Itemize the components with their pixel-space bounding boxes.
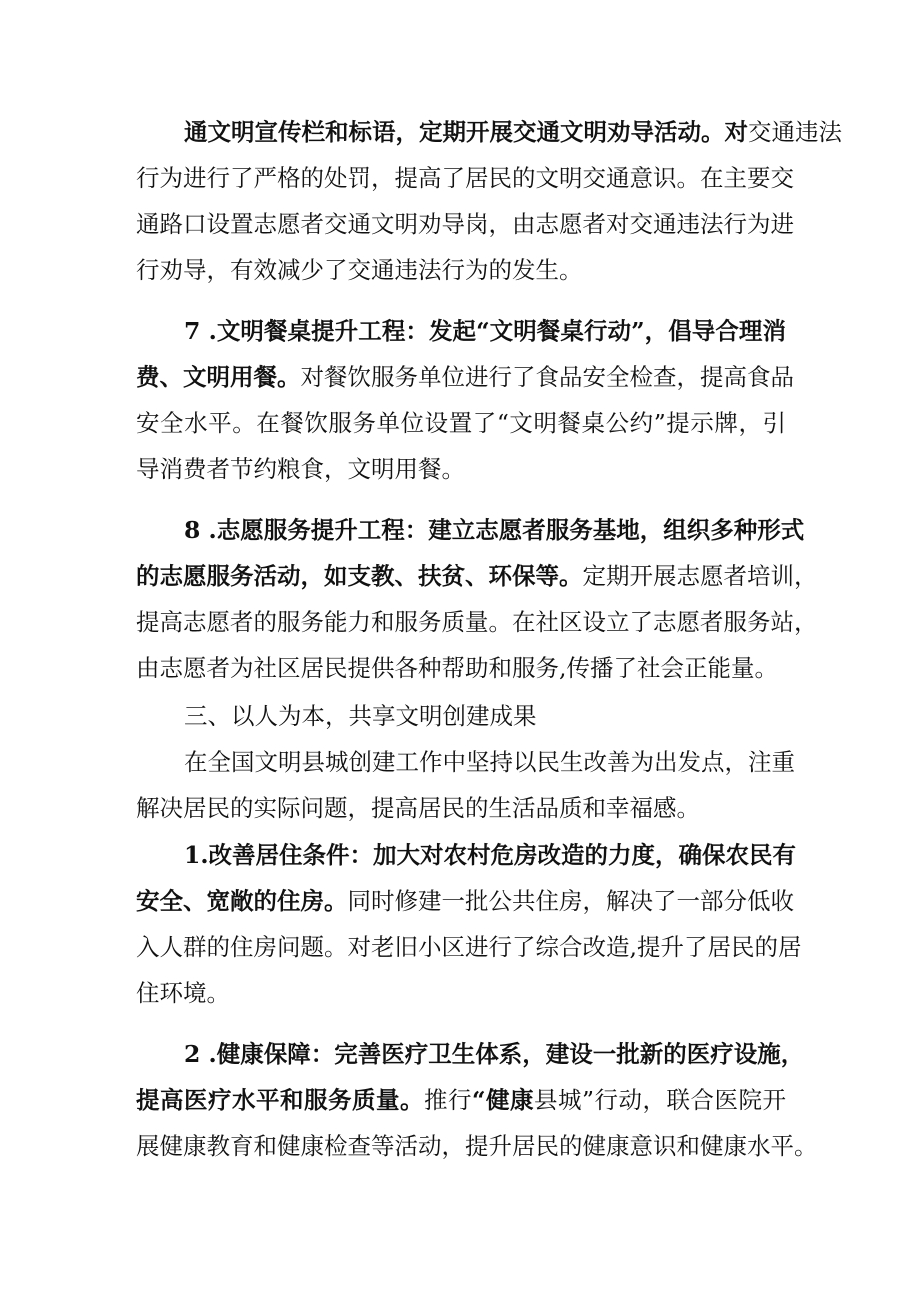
bold-text-segment: 安全、宽敞的住房。	[136, 887, 348, 915]
text-segment: 定期开展志愿者培训，	[582, 562, 818, 590]
text-segment: 对餐饮服务单位进行了食品安全检查，提高食品	[300, 363, 794, 391]
text-segment: 同时修建一批公共住房，解决了一部分低收	[347, 887, 794, 915]
text-line	[136, 449, 786, 489]
text-segment: 安全水平。在餐饮服务单位设置了“文明餐桌公约”提示牌，引	[136, 409, 786, 437]
text-segment: 在全国文明县城创建工作中坚持以民生改善为出发点，注重	[184, 748, 795, 776]
bold-text-segment: 7 .文明餐桌提升工程：发起“文明餐桌行动”，倡导合理消	[184, 317, 786, 345]
bold-text-segment: “健康	[471, 1086, 534, 1114]
text-line	[136, 1080, 786, 1120]
bold-text-segment: 通文明宣传栏和标语，定期开展交通文明劝导活动。对	[184, 118, 748, 146]
text-segment: 提高志愿者的服务能力和服务质量。在社区设立了志愿者服务站，	[136, 608, 818, 636]
text-line	[136, 1126, 818, 1166]
text-line	[184, 696, 786, 736]
text-line	[136, 250, 786, 290]
text-segment: 行为进行了严格的处罚，提高了居民的文明交通意识。在主要交	[136, 164, 794, 192]
bold-text-segment: 1.改善居住条件：加大对农村危房改造的力度，确保农民有	[184, 841, 797, 869]
text-segment: 由志愿者为社区居民提供各种帮助和服务,传播了社会正能量。	[136, 654, 778, 682]
bold-text-segment: 8 .志愿服务提升工程：建立志愿者服务基地，组织多种形式	[184, 516, 805, 544]
text-line	[136, 158, 794, 198]
text-line	[136, 204, 794, 244]
bold-text-segment: 2 .健康保障：完善医疗卫生体系，建设一批新的医疗设施，	[184, 1040, 805, 1068]
text-line	[184, 742, 795, 782]
text-line	[136, 403, 786, 443]
text-line	[136, 788, 786, 828]
bold-text-segment: 提高医疗水平和服务质量。	[136, 1086, 424, 1114]
text-line	[136, 556, 818, 596]
text-line	[136, 973, 786, 1013]
text-segment: 县城”行动，联合医院开	[534, 1086, 786, 1114]
text-segment: 导消费者节约粮食，文明用餐。	[136, 455, 465, 483]
text-line	[184, 311, 786, 351]
bold-text-segment: 的志愿服务活动，如支教、扶贫、环保等。	[136, 562, 583, 590]
text-line	[136, 648, 786, 688]
text-line	[184, 510, 805, 550]
text-line	[136, 357, 794, 397]
text-segment: 住环境。	[136, 979, 230, 1007]
text-segment: 交通违法	[748, 118, 842, 146]
text-segment: 三、以人为本，共享文明创建成果	[184, 702, 537, 730]
text-line	[184, 835, 797, 875]
text-line	[136, 927, 802, 967]
text-segment: 解决居民的实际问题，提高居民的生活品质和幸福感。	[136, 794, 700, 822]
text-segment: 行劝导，有效减少了交通违法行为的发生。	[136, 256, 583, 284]
text-segment: 入人群的住房问题。对老旧小区进行了综合改造,提升了居民的居	[136, 933, 802, 961]
text-line	[136, 602, 818, 642]
text-line	[184, 1034, 805, 1074]
bold-text-segment: 费、文明用餐。	[136, 363, 301, 391]
text-segment: 推行	[423, 1086, 472, 1114]
text-segment: 通路口设置志愿者交通文明劝导岗，由志愿者对交通违法行为进	[136, 210, 794, 238]
text-segment: 展健康教育和健康检查等活动，提升居民的健康意识和健康水平。	[136, 1132, 818, 1160]
text-line	[136, 881, 794, 921]
text-line	[184, 112, 842, 152]
